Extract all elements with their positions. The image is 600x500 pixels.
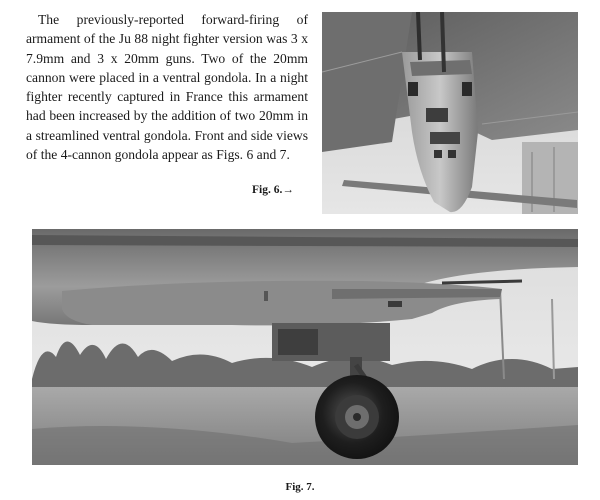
figure-7-caption: Fig. 7. <box>285 481 315 493</box>
figure-6-photo <box>322 12 578 214</box>
figure-7-photo <box>32 229 578 465</box>
article-paragraph: The previously-reported forward-firing of armament of the Ju 88 night fighter version was 3 x 7.9mm and 3 x 20mm guns. Two of the 20mm cannon were placed in a ventral gondola. In a night fighter recently captured in France this armament had been increased by the addition of two 20mm in a streamlined ventral gondola. Front and side views of the 4-cannon gondola appear as Figs. 6 and 7. <box>26 12 308 163</box>
figure-7-image <box>32 229 578 465</box>
figure-6-image <box>322 12 578 214</box>
figure-6-caption: Fig. 6.→ <box>252 184 294 196</box>
